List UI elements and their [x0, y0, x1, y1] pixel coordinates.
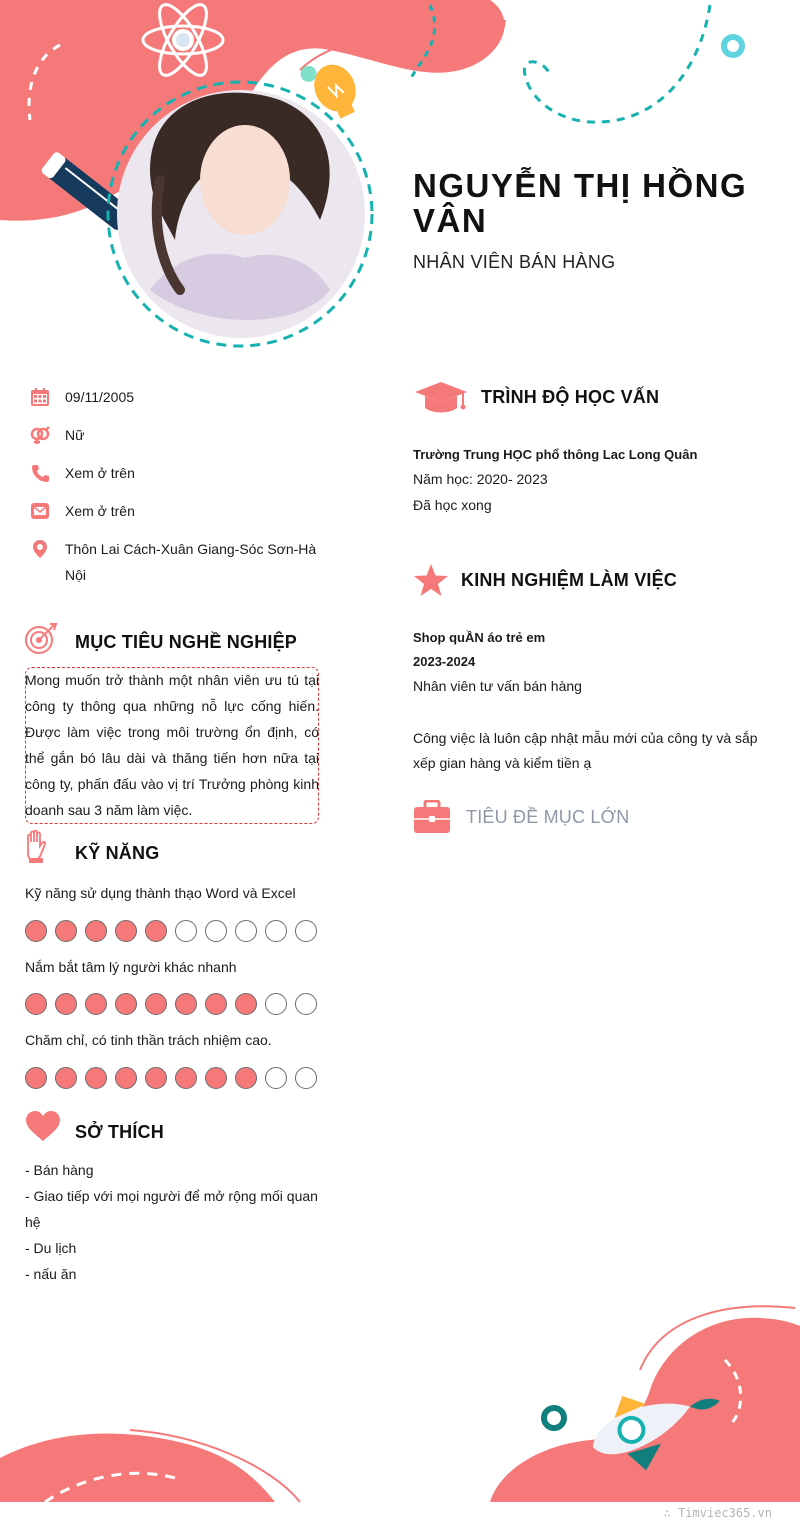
rating-dot-empty: [175, 920, 197, 942]
bottom-teal-ring: [544, 1408, 564, 1428]
hobby-item: - Du lịch: [25, 1240, 77, 1256]
rating-dot-filled: [115, 993, 137, 1015]
rating-dot-filled: [55, 920, 77, 942]
rating-dot-empty: [235, 920, 257, 942]
rating-dot-filled: [145, 920, 167, 942]
rating-dot-empty: [265, 1067, 287, 1089]
rating-dot-filled: [145, 1067, 167, 1089]
rating-dot-filled: [85, 1067, 107, 1089]
experience-position: Nhân viên tư vấn bán hàng: [413, 678, 582, 694]
rating-dot-filled: [235, 993, 257, 1015]
education-title: TRÌNH ĐỘ HỌC VẤN: [481, 387, 660, 407]
watermark: ∴ Timviec365.vn: [663, 1506, 772, 1520]
hobby-item: - Giao tiếp với mọi người để mở rộng mối quan hệ: [25, 1188, 318, 1230]
target-icon: [24, 622, 58, 656]
top-dashed-line-right: [524, 5, 710, 122]
rating-dot-filled: [115, 920, 137, 942]
profile-photo: [117, 90, 365, 338]
rating-dot-filled: [145, 993, 167, 1015]
rating-dot-filled: [85, 993, 107, 1015]
bottom-left-coral-blob: [0, 1434, 275, 1502]
extra-section-title: TIÊU ĐỀ MỤC LỚN: [466, 807, 630, 827]
skill-1-rating: [25, 920, 317, 942]
hand-icon: [24, 830, 50, 864]
rating-dot-empty: [265, 920, 287, 942]
rating-dot-filled: [175, 1067, 197, 1089]
rating-dot-empty: [205, 920, 227, 942]
experience-description: Công việc là luôn cập nhật mẫu mới của công ty và sắp xếp gian hàng và kiểm tiền ạ: [413, 730, 758, 771]
skill-3-rating: [25, 1067, 317, 1089]
rating-dot-filled: [25, 1067, 47, 1089]
skill-2-rating: [25, 993, 317, 1015]
gender-icon: [30, 425, 50, 445]
email-icon: [30, 501, 50, 521]
phone-icon: [30, 463, 50, 483]
education-status: Đã học xong: [413, 497, 492, 513]
location-pin-icon: [30, 539, 50, 559]
teal-ring: [724, 37, 742, 55]
calendar-icon: [30, 387, 50, 407]
skill-2-label: Nắm bắt tâm lý người khác nhanh: [25, 959, 237, 975]
graduation-cap-icon: [413, 380, 469, 414]
objective-title: MỤC TIÊU NGHỀ NGHIỆP: [75, 632, 298, 652]
objective-text: Mong muốn trở thành một nhân viên ưu tú tại công ty thông qua những nỗ lực cống hiến. Được làm việc trong môi trường ổn định, có thể gắn bó lâu dài và thăng tiến hơn nữa tại công ty, phấn đấu vào vị trí Trưởng phòng kinh doanh sau 3 năm làm việc.: [25, 672, 319, 818]
contact-address-text: Thôn Lai Cách-Xuân Giang-Sóc Sơn-Hà Nội: [65, 541, 317, 583]
rating-dot-filled: [175, 993, 197, 1015]
education-years: Năm học: 2020- 2023: [413, 471, 548, 487]
contact-gender-text: Nữ: [65, 427, 85, 443]
briefcase-icon: [413, 800, 451, 834]
hobby-item: - nấu ăn: [25, 1266, 77, 1282]
education-school: Trường Trung HỌC phổ thông Lac Long Quân: [413, 447, 698, 462]
rating-dot-filled: [205, 1067, 227, 1089]
rating-dot-filled: [85, 920, 107, 942]
rating-dot-empty: [295, 1067, 317, 1089]
contact-phone: [30, 460, 320, 486]
contact-gender: [30, 422, 320, 448]
job-title: NHÂN VIÊN BÁN HÀNG: [413, 252, 616, 272]
rating-dot-filled: [55, 1067, 77, 1089]
skill-3-label: Chăm chỉ, có tinh thần trách nhiệm cao.: [25, 1032, 272, 1048]
rating-dot-empty: [295, 920, 317, 942]
experience-company: Shop quẦN áo trẻ em: [413, 630, 546, 645]
rating-dot-filled: [115, 1067, 137, 1089]
contact-email-text: Xem ở trên: [65, 503, 135, 519]
contact-birthdate-text: 09/11/2005: [65, 389, 135, 405]
contact-phone-text: Xem ở trên: [65, 465, 135, 481]
star-icon: [413, 563, 449, 597]
contact-address: [30, 536, 320, 588]
candidate-name: NGUYỄN THỊ HỒNG VÂN: [413, 167, 748, 239]
rating-dot-filled: [55, 993, 77, 1015]
rating-dot-empty: [265, 993, 287, 1015]
contact-email: [30, 498, 320, 524]
rating-dot-filled: [25, 993, 47, 1015]
rating-dot-filled: [235, 1067, 257, 1089]
heart-icon: [25, 1110, 61, 1142]
experience-period: 2023-2024: [413, 654, 476, 669]
skills-title: KỸ NĂNG: [75, 843, 160, 863]
contact-birthdate: [30, 384, 320, 410]
hobby-item: - Bán hàng: [25, 1162, 94, 1178]
rating-dot-filled: [205, 993, 227, 1015]
hobbies-title: SỞ THÍCH: [75, 1122, 164, 1142]
rating-dot-filled: [25, 920, 47, 942]
skill-1-label: Kỹ năng sử dụng thành thạo Word và Excel: [25, 885, 296, 901]
experience-title: KINH NGHIỆM LÀM VIỆC: [461, 570, 678, 590]
rating-dot-empty: [295, 993, 317, 1015]
